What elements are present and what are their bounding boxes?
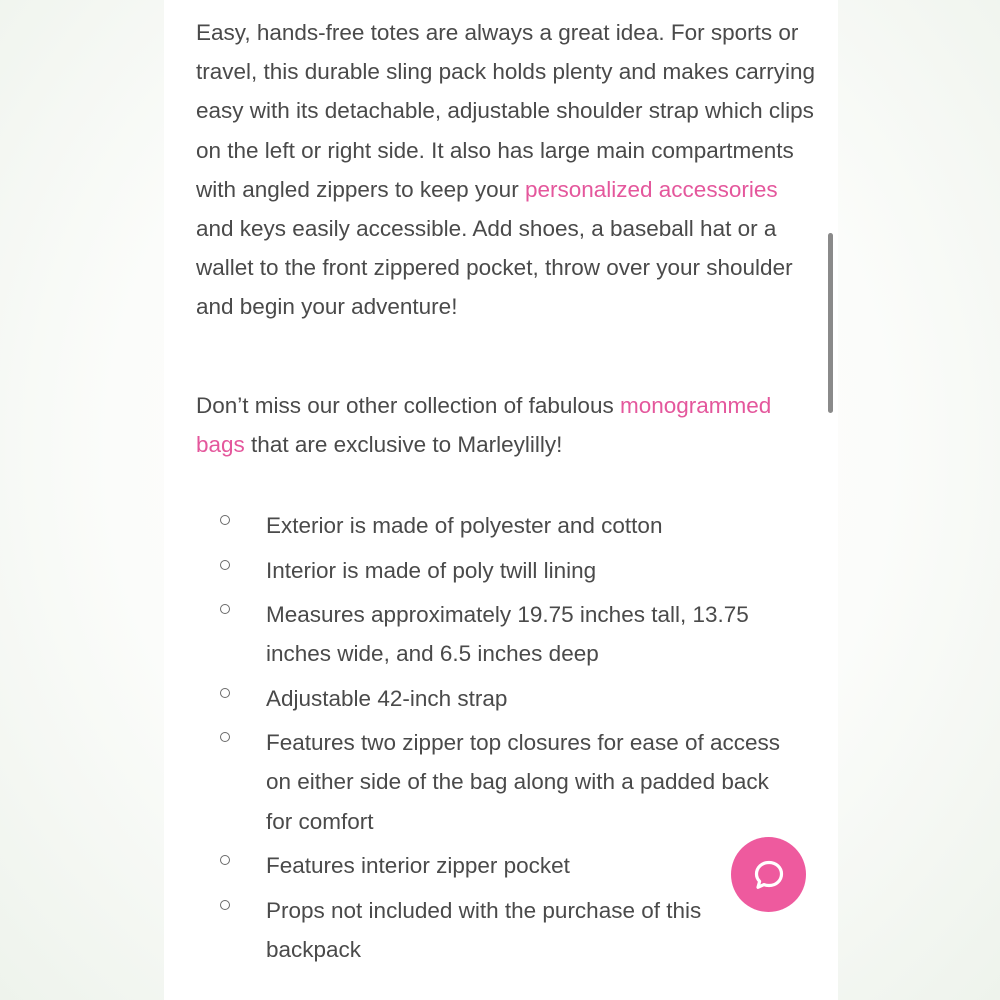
list-item	[200, 846, 800, 885]
circle-outline-icon	[220, 515, 230, 525]
circle-outline-icon	[220, 604, 230, 614]
description-text-start: Easy, hands-free totes are always a great idea. For sports or travel, this durable sling pack holds plenty and makes carrying easy with its detachable, adjustable shoulder strap which clips on the left or right side. It also has large main compartments with angled zippers to keep your	[196, 20, 816, 202]
chat-bubble-icon	[752, 858, 786, 892]
feature-text: Features two zipper top closures for ease of access on either side of the bag along with a padded back for comfort	[266, 730, 780, 834]
circle-outline-icon	[220, 688, 230, 698]
list-item	[200, 679, 800, 718]
collection-text-start: Don’t miss our other collection of fabulous	[196, 393, 620, 418]
collection-text-end: that are exclusive to Marleylilly!	[244, 432, 563, 458]
collection-paragraph	[196, 386, 816, 464]
personalized-accessories-link[interactable]: personalized accessories	[524, 176, 778, 202]
features-list	[200, 506, 800, 974]
description-paragraph	[196, 13, 816, 327]
circle-outline-icon	[220, 732, 230, 742]
circle-outline-icon	[220, 560, 230, 570]
feature-text: Props not included with the purchase of this backpack	[266, 897, 702, 962]
scrollbar-thumb[interactable]	[828, 233, 833, 413]
circle-outline-icon	[220, 900, 230, 910]
feature-text: Measures approximately 19.75 inches tall, 13.75 inches wide, and 6.5 inches deep	[266, 602, 749, 667]
feature-text: Interior is made of poly twill lining	[266, 557, 597, 583]
feature-text: Adjustable 42-inch strap	[266, 685, 508, 711]
chat-button[interactable]	[731, 837, 806, 912]
feature-text: Features interior zipper pocket	[266, 853, 570, 879]
circle-outline-icon	[220, 855, 230, 865]
list-item	[200, 506, 800, 545]
monogrammed-bags-link[interactable]: monogrammed bags	[196, 393, 772, 458]
feature-text: Exterior is made of polyester and cotton	[266, 513, 663, 538]
description-text-end: and keys easily accessible. Add shoes, a baseball hat or a wallet to the front zippered pocket, throw over your shoulder and begin your adventure!	[196, 216, 793, 320]
list-item	[200, 595, 800, 673]
list-item	[200, 551, 800, 590]
list-item	[200, 891, 800, 969]
list-item	[200, 723, 800, 841]
